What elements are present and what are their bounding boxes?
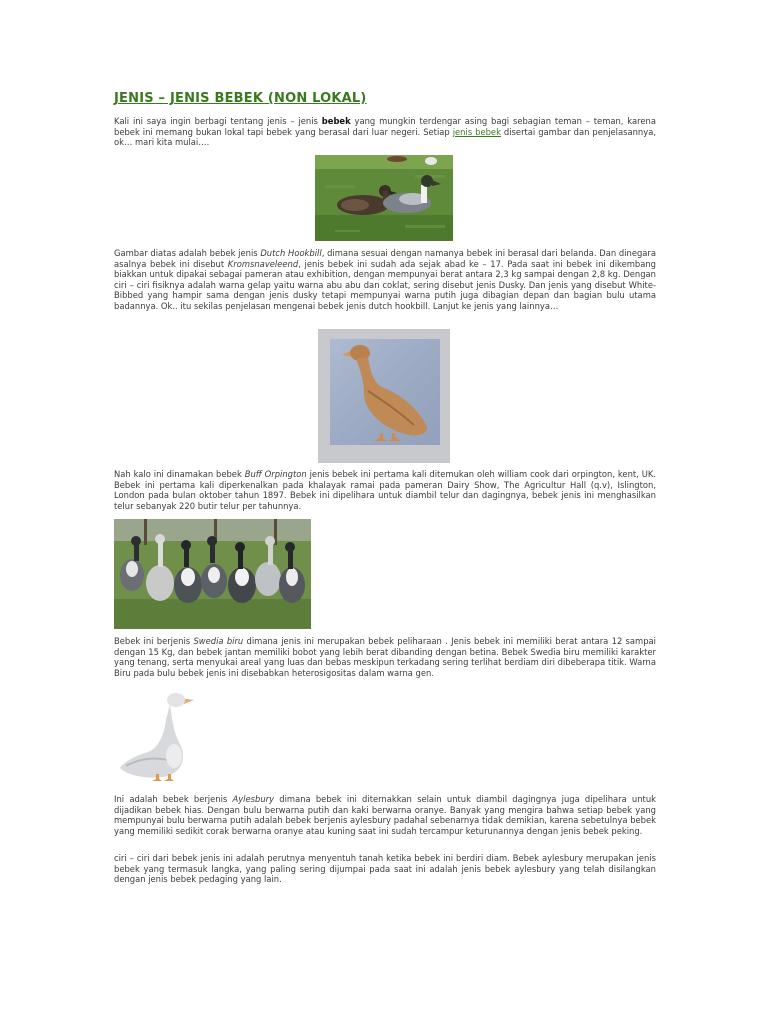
buff-orpington-name: Buff Orpington [244, 469, 307, 479]
intro-text-3: disertai gambar dan penjelasannya, ok… mari kita mulai…. [114, 126, 656, 148]
article-title: JENIS – JENIS BEBEK (NON LOKAL) [114, 91, 367, 106]
buff-orpington-text-2: jenis bebek ini pertama kali ditemukan oleh william cook dari orpington, kent, UK. Bebek ini pertama kali diperkenalkan pada khalayak ramai pada pameran Dairy Show, The Agricultur Hall (q.v), Islington, London pada bulan oktober tahun 1897. Bebek ini dipelihara untuk diambil telur dan dagingnya, bebek jenis ini menghasilkan telur sebanyak 220 butir telur per tahunnya. [114, 469, 657, 511]
swedia-biru-text-2: dimana jenis ini merupakan bebek peliharaan . Jenis bebek ini memiliki berat antara 12 sampai dengan 15 Kg, dan bebek jantan memiliki bobot yang lebih berat dibanding dengan betina. Bebek Swedia biru memiliki karakter yang tenang, serta menyukai areal yang luas dan bebas meskipun terkadang sering terlihat berdiam diri dibeberapa titik. Warna Biru pada bulu bebek jenis ini disebabkan heterosigositas dalam warna gen. [114, 636, 656, 678]
swedia-biru-photo [114, 519, 311, 629]
dutch-hookbill-text-1: Gambar diatas adalah bebek jenis [114, 248, 261, 258]
intro-text-2: yang mungkin terdengar asing bagi sebagian teman – teman, karena bebek ini memang bukan lokal tapi bebek yang berasal dari luar negeri. Setiap [114, 116, 656, 137]
dutch-hookbill-text-3: , jenis bebek ini sudah ada sejak abad ke – 17. Pada saat ini bebek ini dikembang biakkan untuk dipakai sebagai pameran atau exhibition, dengan mempunyai berat antara 2,3 kg sampai dengan 2,8 kg. Dengan ciri – ciri fisiknya adalah warna gelap yaitu warna abu abu dan coklat, sering disebut jenis Dusky. Dan jenis yang disebut White-Bibbed yang hampir sama dengan jenis dusky tetapi mempunyai warna putih juga dibagian depan dan bagian bulu utama badannya. Ok.. itu sekilas penjelasan mengenai bebek jenis dutch hookbill. Lanjut ke jenis yang lainnya… [114, 258, 656, 311]
aylesbury-text-2: dimana bebek ini diternakkan selain untuk diambil dagingnya juga dipelihara untuk dijadikan bebek hias. Dengan bulu berwarna putih dan kaki berwarna oranye. Banyak yang mengira bahwa setiap bebek yang mempunyai bulu berwarna putih adalah bebek berjenis aylesbury padahal sebenarnya tidak demikian, karena sebetulnya bebek yang memiliki sedikit corak berwarna oranye atau kuning saat ini sudah tercampur keturunannya dengan jenis bebek peking. [114, 794, 656, 836]
aylesbury-name: Aylesbury [232, 794, 275, 804]
intro-text-1: Kali ini saya ingin berbagi tentang jenis – jenis [114, 116, 322, 126]
aylesbury-photo [114, 686, 214, 786]
buff-orpington-paragraph [114, 469, 656, 511]
aylesbury-paragraph [114, 794, 656, 836]
jenis-bebek-link[interactable]: jenis bebek [452, 126, 501, 137]
swedia-biru-text-1: Bebek ini berjenis [114, 636, 194, 646]
dutch-hookbill-photo [315, 155, 453, 241]
dutch-hookbill-name: Dutch Hookbill [260, 248, 322, 258]
swedia-biru-name: Swedia biru [193, 636, 244, 646]
intro-paragraph [114, 116, 656, 148]
aylesbury-traits-paragraph: ciri – ciri dari bebek jenis ini adalah perutnya menyentuh tanah ketika bebek ini berdiri diam. Bebek aylesbury merupakan jenis bebek yang termasuk langka, yang paling sering dijumpai pada saat ini adalah jenis bebek aylesbury yang telah disilangkan dengan jenis bebek pedaging yang lain. [114, 853, 656, 885]
dutch-hookbill-paragraph [114, 248, 656, 312]
buff-orpington-text-1: Nah kalo ini dinamakan bebek [114, 469, 245, 479]
kromsnaveleend-name: Kromsnaveleend [227, 258, 299, 269]
buff-orpington-photo [318, 329, 450, 463]
intro-bold-keyword: bebek [321, 116, 351, 126]
aylesbury-text-1: Ini adalah bebek berjenis [114, 794, 233, 804]
swedia-biru-paragraph [114, 636, 656, 678]
dutch-hookbill-text-2: , dimana sesuai dengan namanya bebek ini berasal dari belanda. Dan dinegara asalnya bebek ini disebut [114, 248, 656, 269]
